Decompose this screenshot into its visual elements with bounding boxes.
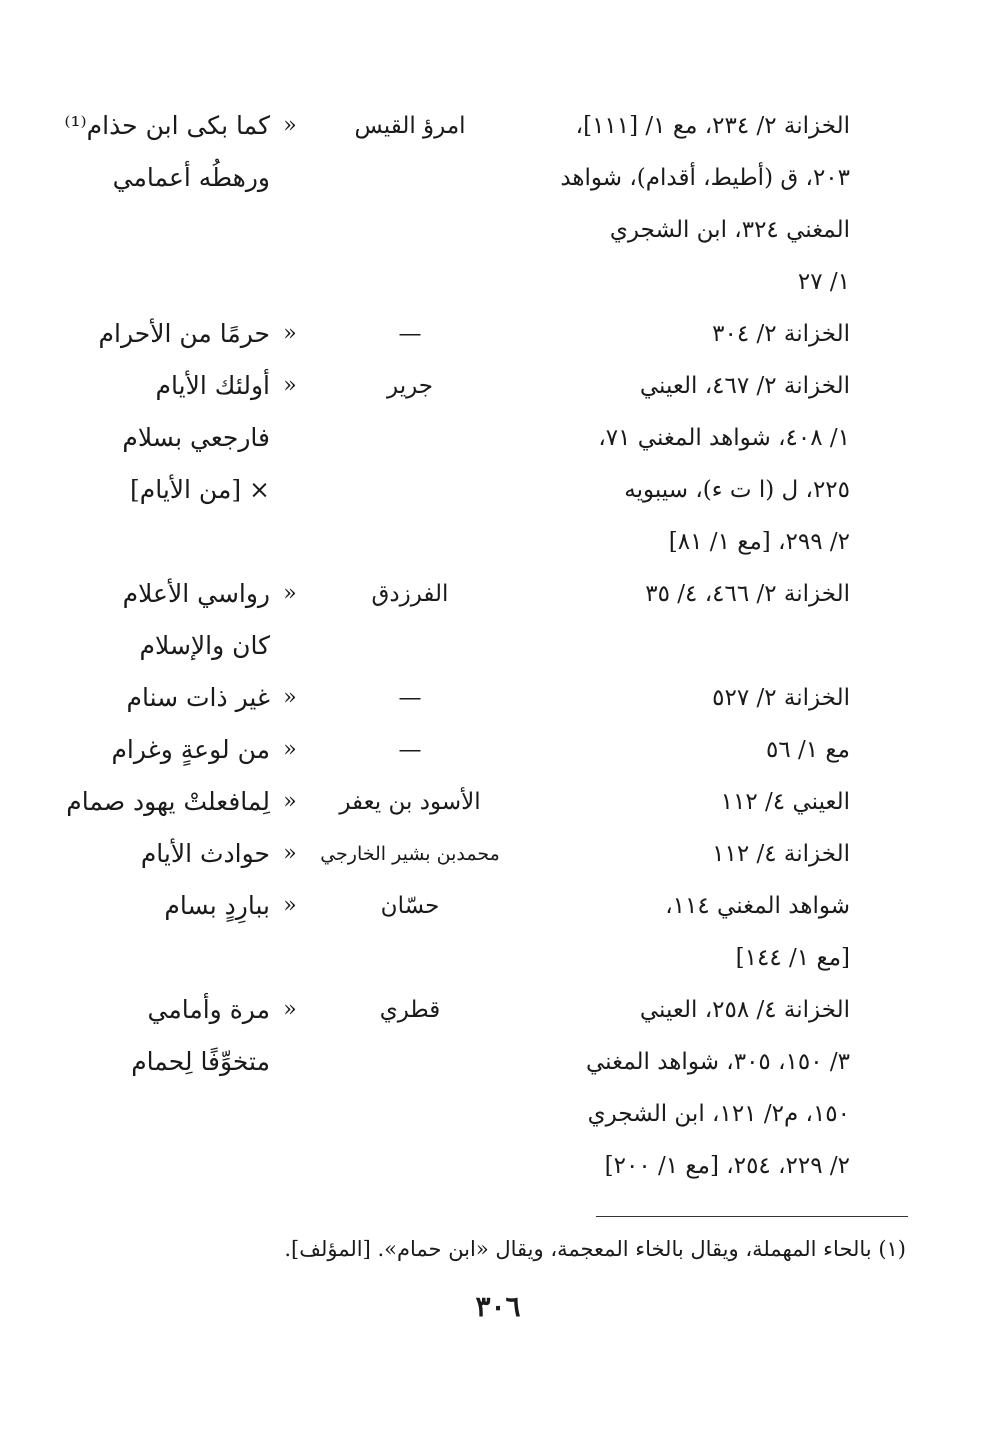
index-entry <box>40 828 920 880</box>
verse-line: مرة وأمامي <box>147 995 270 1024</box>
source-references <box>510 672 850 724</box>
verse-line: من لوعةٍ وغرام <box>111 735 270 764</box>
verse-line: غير ذات سنام <box>126 683 270 712</box>
source-line: الخزانة ٢/ ٣٠٤ <box>712 321 850 347</box>
verse-line: ببارِدٍ بسام <box>164 891 270 920</box>
source-references <box>510 724 850 776</box>
source-line: ١٥٠، م٢/ ١٢١، ابن الشجري <box>587 1101 850 1127</box>
ditto-mark: « <box>283 373 297 398</box>
index-entry <box>40 984 920 1192</box>
source-line: الخزانة ٢/ ٤٦٦، ٤/ ٣٥ <box>645 581 850 607</box>
ditto-mark: « <box>283 997 297 1022</box>
source-references <box>510 100 850 308</box>
poet-name: جرير <box>387 373 433 399</box>
source-line: الخزانة ٢/ ٤٦٧، العيني <box>639 373 850 399</box>
footnote-separator <box>596 1216 908 1217</box>
source-line: ٢/ ٢٢٩، ٢٥٤، [مع ١/ ٢٠٠] <box>604 1153 850 1179</box>
verse-line: فارجعي بسلام <box>122 423 270 452</box>
ditto-mark: « <box>283 893 297 918</box>
source-references <box>510 568 850 620</box>
poet-name: — <box>398 685 422 711</box>
verse-ending <box>40 672 270 724</box>
index-entry <box>40 360 920 568</box>
ditto-mark: « <box>283 841 297 866</box>
verse-line: كان والإسلام <box>139 631 270 660</box>
source-line: المغني ٣٢٤، ابن الشجري <box>609 217 850 243</box>
verse-line: ورهطُه أعمامي <box>112 163 270 192</box>
index-entry <box>40 568 920 672</box>
verse-line: رواسي الأعلام <box>122 579 270 608</box>
page-number: ٣٠٦ <box>475 1290 521 1323</box>
verse-index-table <box>40 100 920 1192</box>
verse-ending <box>40 880 270 932</box>
source-line: شواهد المغني ١١٤، <box>665 893 850 919</box>
verse-line: حوادث الأيام <box>140 839 270 868</box>
source-references <box>510 360 850 568</box>
poet-name: امرؤ القيس <box>354 113 466 139</box>
ditto-mark: « <box>283 581 297 606</box>
index-entry <box>40 776 920 828</box>
source-references <box>510 308 850 360</box>
poet-name: قطري <box>379 997 441 1023</box>
source-line: ٢/ ٢٩٩، [مع ١/ ٨١] <box>668 529 850 555</box>
source-references <box>510 828 850 880</box>
ditto-mark: « <box>283 737 297 762</box>
poet-name: محمدبن بشير الخارجي <box>320 843 500 865</box>
verse-ending <box>40 360 270 516</box>
verse-line: كما بكى ابن حذام⁽¹⁾ <box>64 111 270 140</box>
source-line: العيني ٤/ ١١٢ <box>720 789 850 815</box>
verse-ending <box>40 568 270 672</box>
verse-ending <box>40 724 270 776</box>
source-line: [مع ١/ ١٤٤] <box>735 945 850 971</box>
ditto-mark: « <box>283 789 297 814</box>
ditto-mark: « <box>283 113 297 138</box>
source-line: ١/ ٤٠٨، شواهد المغني ٧١، <box>598 425 850 451</box>
verse-ending <box>40 776 270 828</box>
poet-name: — <box>398 321 422 347</box>
source-references <box>510 880 850 984</box>
index-entry <box>40 308 920 360</box>
index-entry <box>40 672 920 724</box>
verse-ending <box>40 828 270 880</box>
source-line: ١/ ٢٧ <box>797 269 850 295</box>
verse-ending <box>40 308 270 360</box>
source-line: الخزانة ٢/ ٥٢٧ <box>712 685 850 711</box>
verse-line: متخوِّفًا لِحمام <box>131 1047 270 1076</box>
index-entry <box>40 724 920 776</box>
verse-ending <box>40 100 270 204</box>
source-line: مع ١/ ٥٦ <box>765 737 850 763</box>
source-references <box>510 984 850 1192</box>
source-line: ٢٠٣، ق (أطيط، أقدام)، شواهد <box>560 165 850 191</box>
source-line: ٣/ ١٥٠، ٣٠٥، شواهد المغني <box>586 1049 850 1075</box>
ditto-mark: « <box>283 321 297 346</box>
poet-name: الفرزدق <box>371 581 449 607</box>
index-entry <box>40 880 920 984</box>
poet-name: — <box>398 737 422 763</box>
verse-line: × [من الأيام] <box>129 475 270 504</box>
verse-line: أولئك الأيام <box>155 371 270 400</box>
source-line: الخزانة ٤/ ٢٥٨، العيني <box>639 997 850 1023</box>
verse-ending <box>40 984 270 1088</box>
source-line: الخزانة ٢/ ٢٣٤، مع ١/ [١١١]، <box>575 113 850 139</box>
source-references <box>510 776 850 828</box>
source-line: ٢٢٥، ل (ا ت ء)، سيبويه <box>624 477 850 503</box>
poet-name: الأسود بن يعفر <box>339 789 481 815</box>
index-entry <box>40 100 920 308</box>
ditto-mark: « <box>283 685 297 710</box>
footnote: (١) بالحاء المهملة، ويقال بالخاء المعجمة، ويقال «ابن حمام». [المؤلف]. <box>284 1237 906 1261</box>
verse-line: حرمًا من الأحرام <box>98 319 270 348</box>
verse-line: لِمافعلتْ يهود صمام <box>66 787 270 816</box>
source-line: الخزانة ٤/ ١١٢ <box>712 841 850 867</box>
poet-name: حسّان <box>380 893 440 919</box>
